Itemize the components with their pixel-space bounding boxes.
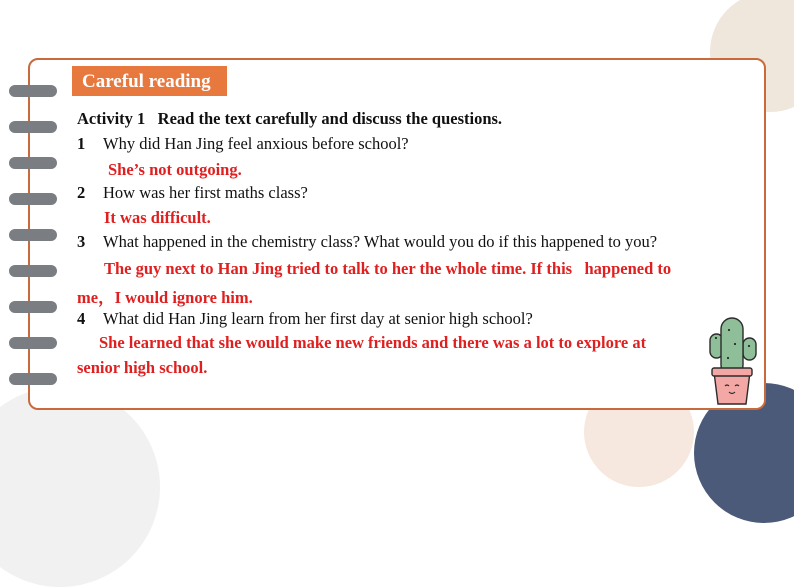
answer-1: She’s not outgoing.: [108, 160, 242, 179]
binder-tab: [9, 121, 57, 133]
answer-4-line-2: senior high school.: [77, 358, 208, 377]
question-text: How was her first maths class?: [103, 183, 308, 202]
binder-tab: [9, 157, 57, 169]
question-text: Why did Han Jing feel anxious before school?: [103, 134, 409, 153]
cactus-pot-illustration: [700, 316, 764, 408]
binder-tab: [9, 373, 57, 385]
activity-heading: [77, 109, 502, 129]
answer-3-line-2: me，I would ignore him.: [77, 288, 253, 307]
binder-tab: [9, 85, 57, 97]
question-2: [77, 183, 308, 203]
question-number: 2: [77, 183, 86, 202]
question-text: What did Han Jing learn from her first day at senior high school?: [103, 309, 533, 328]
question-text: What happened in the chemistry class? What would you do if this happened to you?: [103, 232, 658, 251]
question-1: [77, 134, 409, 154]
question-number: 1: [77, 134, 86, 153]
decor-circle-bottom-left: [0, 387, 160, 587]
binder-tab: [9, 193, 57, 205]
answer-3-line-1: The guy next to Han Jing tried to talk to her the whole time. If this happened to: [104, 259, 672, 278]
question-number: 4: [77, 309, 86, 328]
binder-tab: [9, 229, 57, 241]
question-number: 3: [77, 232, 86, 251]
activity-instruction: Read the text carefully and discuss the questions.: [157, 109, 503, 128]
binder-tab: [9, 301, 57, 313]
answer-2: It was difficult.: [104, 208, 211, 227]
section-title: Careful reading: [82, 71, 211, 92]
question-3: [77, 232, 657, 252]
activity-label: Activity 1: [77, 109, 146, 128]
binder-tab: [9, 337, 57, 349]
answer-4-line-1: She learned that she would make new friends and there was a lot to explore at: [99, 333, 647, 352]
question-4: [77, 309, 533, 329]
binder-tab: [9, 265, 57, 277]
